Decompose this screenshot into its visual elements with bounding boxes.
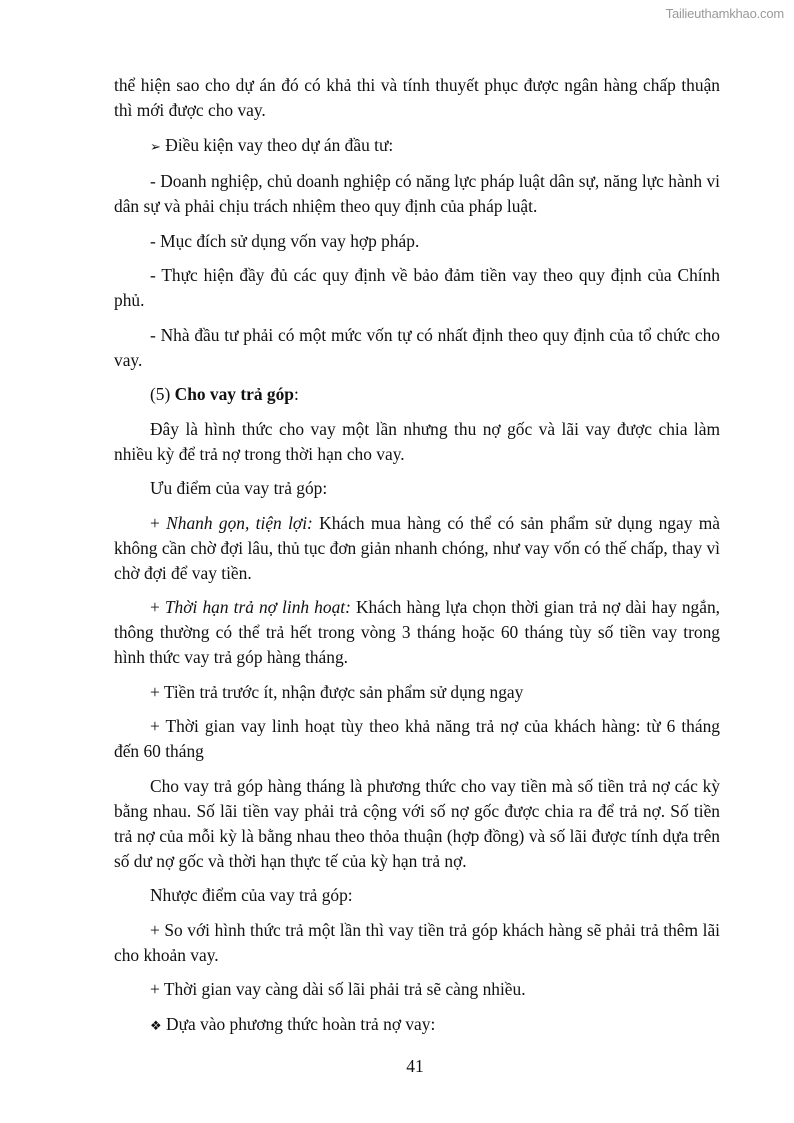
list-item: - Thực hiện đầy đủ các quy định về bảo đảm tiền vay theo quy định của Chính phủ. <box>114 265 720 310</box>
item-term: Nhanh gọn, tiện lợi: <box>166 512 313 533</box>
document-body <box>114 73 720 1048</box>
list-item: - Doanh nghiệp, chủ doanh nghiệp có năng lực pháp luật dân sự, năng lực hành vi dân sự và phải chịu trách nhiệm theo quy định của pháp luật. <box>114 171 720 216</box>
subheading-repayment <box>114 1012 720 1039</box>
list-item <box>114 511 720 586</box>
paragraph: Nhược điểm của vay trả góp: <box>150 885 353 905</box>
section-heading <box>114 382 720 407</box>
list-item: + Thời gian vay càng dài số lãi phải trả sẽ càng nhiều. <box>150 979 526 999</box>
arrow-bullet-icon: ➢ <box>150 139 161 155</box>
list-item: + Thời gian vay linh hoạt tùy theo khả năng trả nợ của khách hàng: từ 6 tháng đến 60 tháng <box>114 716 720 761</box>
item-term: Thời hạn trả nợ linh hoạt: <box>164 597 351 617</box>
plus-bullet: + <box>150 512 167 533</box>
item-text: Khách mua hàng có thể có sản phẩm sử dụng ngay mà không cần chờ đợi lâu, thủ tục đơn giản nhanh chóng, như vay vốn có thế chấp, thay vì chờ đợi để vay tiền. <box>114 512 721 583</box>
list-item: + Tiền trả trước ít, nhận được sản phẩm sử dụng ngay <box>150 681 524 702</box>
watermark: Tailieuthamkhao.com <box>665 6 784 21</box>
subheading-conditions <box>114 133 720 160</box>
list-item: + So với hình thức trả một lần thì vay tiền trả góp khách hàng sẽ phải trả thêm lãi cho khoản vay. <box>114 919 720 965</box>
section-title: Cho vay trả góp <box>174 384 294 404</box>
list-item: - Mục đích sử dụng vốn vay hợp pháp. <box>150 230 420 251</box>
subheading-text: Điều kiện vay theo dự án đầu tư: <box>160 134 394 155</box>
paragraph: Ưu điểm của vay trả góp: <box>150 478 328 498</box>
paragraph: thể hiện sao cho dự án đó có khả thi và tính thuyết phục được ngân hàng chấp thuận thì mới được cho vay. <box>114 75 720 120</box>
section-number: (5) <box>150 384 175 404</box>
item-text: Khách hàng lựa chọn thời gian trả nợ dài hay ngắn, thông thường có thể trả hết trong vòng 3 tháng hoặc 60 tháng tùy số tiền vay trong hình thức vay trả góp hàng tháng. <box>114 597 720 667</box>
diamond-bullet-icon: ❖ <box>150 1018 162 1034</box>
list-item <box>114 595 720 670</box>
plus-bullet: + <box>150 597 165 617</box>
list-item: - Nhà đầu tư phải có một mức vốn tự có nhất định theo quy định của tổ chức cho vay. <box>114 324 720 370</box>
page-number: 41 <box>406 1056 424 1076</box>
section-colon: : <box>293 384 299 404</box>
subheading-text: Dựa vào phương thức hoàn trả nợ vay: <box>161 1013 436 1034</box>
paragraph: Đây là hình thức cho vay một lần nhưng thu nợ gốc và lãi vay được chia làm nhiều kỳ để trả nợ trong thời hạn cho vay. <box>114 418 720 464</box>
paragraph: Cho vay trả góp hàng tháng là phương thức cho vay tiền mà số tiền trả nợ các kỳ bằng nhau. Số lãi tiền vay phải trả cộng với số nợ gốc được chia ra để trả nợ. Số tiền trả nợ của mỗi kỳ là bằng nhau theo thỏa thuận (hợp đồng) và số lãi được tính dựa trên số dư nợ gốc và thời hạn thực tế của kỳ hạn trả nợ. <box>114 775 720 871</box>
